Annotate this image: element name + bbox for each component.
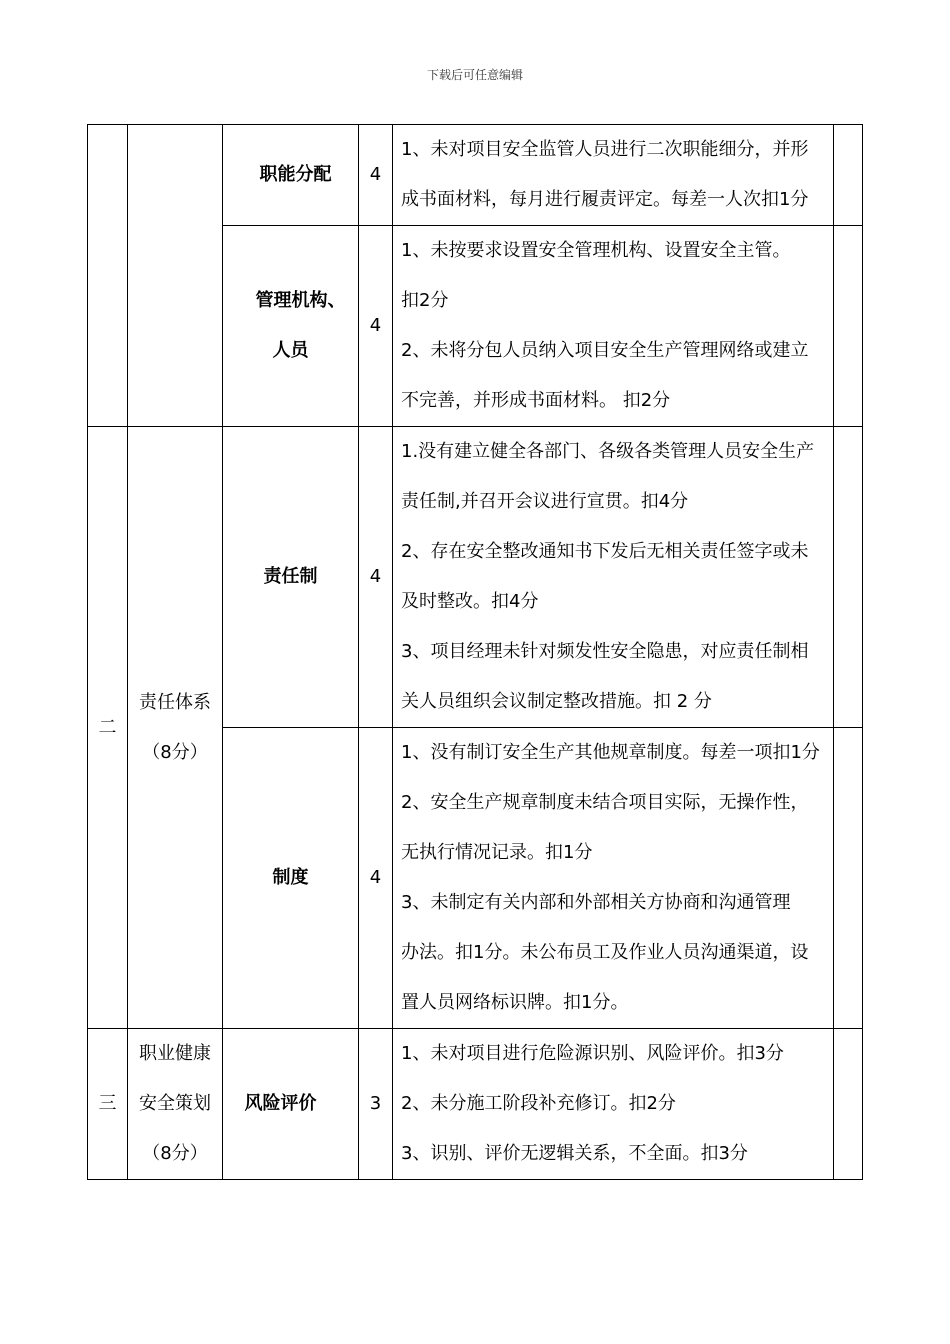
criteria-line: 1、未对项目进行危险源识别、风险评价。扣3分 <box>401 1043 784 1064</box>
section-number-cell: 二 <box>88 427 128 1029</box>
criteria-line: 1、未按要求设置安全管理机构、设置安全主管。 <box>401 240 791 261</box>
category-cell <box>128 1029 223 1180</box>
category-name: 职业健康 <box>139 1043 211 1064</box>
score-cell: 4 <box>359 125 393 226</box>
section-number-cell <box>88 125 128 427</box>
score-cell: 4 <box>359 226 393 427</box>
score-cell: 3 <box>359 1029 393 1180</box>
criteria-line: 2、存在安全整改通知书下发后无相关责任签字或未 <box>401 541 809 562</box>
item-cell <box>223 125 359 226</box>
category-points: （8分） <box>142 741 208 763</box>
criteria-line: 1.没有建立健全各部门、各级各类管理人员安全生产 <box>401 441 815 462</box>
item-name: 制度 <box>272 867 309 888</box>
item-cell <box>223 427 359 728</box>
table-row <box>88 427 863 728</box>
category-cell <box>128 125 223 427</box>
remarks-cell <box>834 125 863 226</box>
item-name: 责任制 <box>263 566 318 587</box>
criteria-line: 1、没有制订安全生产其他规章制度。每差一项扣1分 <box>401 742 820 763</box>
item-name: 风险评价 <box>244 1093 317 1114</box>
criteria-line: 不完善，并形成书面材料。 扣2分 <box>401 390 671 411</box>
score-cell: 4 <box>359 427 393 728</box>
criteria-line: 置人员网络标识牌。扣1分。 <box>401 992 629 1013</box>
criteria-line: 关人员组织会议制定整改措施。扣 2 分 <box>401 691 712 712</box>
remarks-cell <box>834 728 863 1029</box>
item-name: 管理机构、 <box>255 290 346 311</box>
criteria-line: 2、未将分包人员纳入项目安全生产管理网络或建立 <box>401 340 809 361</box>
criteria-cell <box>393 125 834 226</box>
safety-evaluation-table <box>87 124 863 1180</box>
criteria-cell <box>393 728 834 1029</box>
criteria-line: 责任制,并召开会议进行宣贯。扣4分 <box>401 491 689 512</box>
criteria-line: 及时整改。扣4分 <box>401 591 539 612</box>
criteria-line: 办法。扣1分。未公布员工及作业人员沟通渠道，设 <box>401 942 809 963</box>
item-name: 职能分配 <box>259 164 332 185</box>
item-cell <box>223 1029 359 1180</box>
criteria-line: 3、未制定有关内部和外部相关方协商和沟通管理 <box>401 892 791 913</box>
category-cell <box>128 427 223 1029</box>
criteria-line: 1、未对项目安全监管人员进行二次职能细分，并形 <box>401 139 809 160</box>
table-row <box>88 1029 863 1180</box>
criteria-line: 成书面材料，每月进行履责评定。每差一人次扣1分 <box>401 189 809 210</box>
criteria-cell <box>393 226 834 427</box>
section-number-cell: 三 <box>88 1029 128 1180</box>
remarks-cell <box>834 1029 863 1180</box>
criteria-line: 2、未分施工阶段补充修订。扣2分 <box>401 1093 676 1114</box>
criteria-line: 3、项目经理未针对频发性安全隐患，对应责任制相 <box>401 641 809 662</box>
remarks-cell <box>834 226 863 427</box>
score-cell: 4 <box>359 728 393 1029</box>
category-name: 安全策划 <box>139 1093 211 1114</box>
page-header: 下载后可任意编辑 <box>426 68 523 82</box>
item-name: 人员 <box>272 340 309 361</box>
category-points: （8分） <box>142 1143 208 1164</box>
item-cell <box>223 226 359 427</box>
table-row <box>88 125 863 226</box>
criteria-cell <box>393 427 834 728</box>
criteria-line: 2、安全生产规章制度未结合项目实际，无操作性， <box>401 792 809 813</box>
criteria-line: 无执行情况记录。扣1分 <box>401 842 593 863</box>
item-cell <box>223 728 359 1029</box>
criteria-line: 3、识别、评价无逻辑关系，不全面。扣3分 <box>401 1143 748 1164</box>
criteria-line: 扣2分 <box>401 290 449 311</box>
category-name: 责任体系 <box>139 691 211 713</box>
criteria-cell <box>393 1029 834 1180</box>
remarks-cell <box>834 427 863 728</box>
